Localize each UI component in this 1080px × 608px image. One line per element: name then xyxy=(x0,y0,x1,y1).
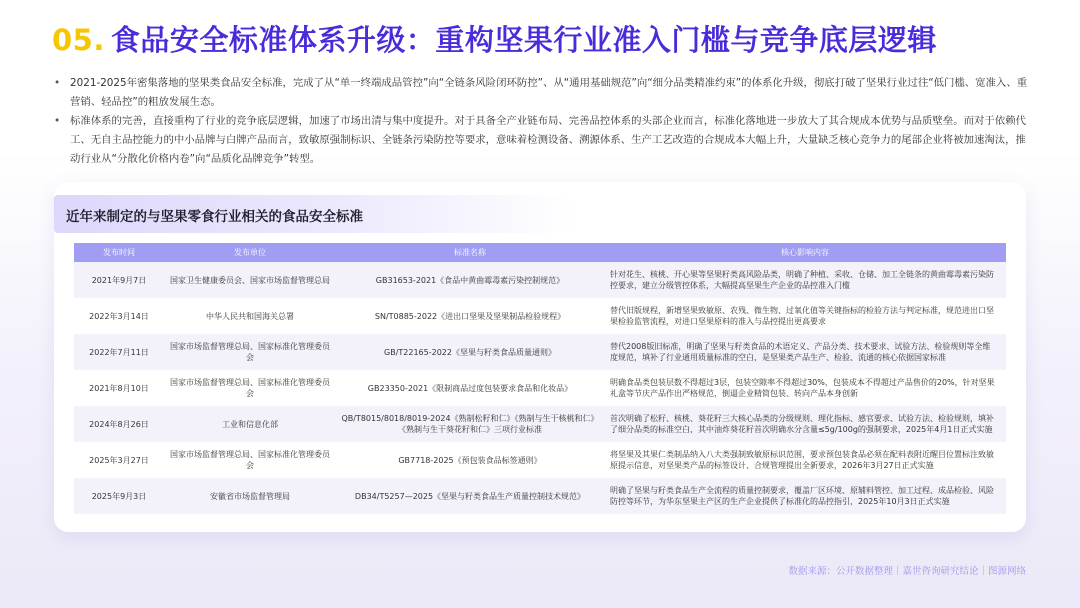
card-header xyxy=(54,195,574,233)
bullet-dot-icon: • xyxy=(54,77,61,89)
cell-date: 2021年9月7日 xyxy=(74,262,164,298)
page-title xyxy=(52,18,937,60)
cell-standard-name: DB34/T5257—2025《坚果与籽类食品生产质量控制技术规范》 xyxy=(336,478,604,514)
cell-impact: 替代旧版规程，新增坚果致敏原、农残、微生物、过氧化值等关键指标的检验方法与判定标准，规范进出口坚果检验监管流程，对进口坚果原料的准入与品控提出更高要求 xyxy=(604,298,1006,334)
cell-org: 国家市场监督管理总局、国家标准化管理委员会 xyxy=(164,370,336,406)
bullet-text: 标准体系的完善，直接重构了行业的竞争底层逻辑，加速了市场出清与集中度提升。对于具备全产业链布局、完善品控体系的头部企业而言，标准化落地进一步放大了其合规成本优势与品质壁垒。而对于依赖代工、无自主品控能力的中小品牌与白牌产品而言，致敏原强制标识、全链条污染防控等要求，意味着检测设备、溯源体系、生产工艺改造的合规成本大幅上升，大量缺乏核心竞争力的尾部企业将被加速淘汰，推动行业从“分散化价格内卷”向“品质化品牌竞争”转型。 xyxy=(70,115,1026,165)
card-title: 近年来制定的与坚果零食行业相关的食品安全标准 xyxy=(66,209,363,225)
cell-impact: 明确食品类包装层数不得超过3层，包装空隙率不得超过30%，包装成本不得超过产品售价的20%，针对坚果礼盒等节庆产品作出严格规范，倒逼企业精简包装、转向产品本身创新 xyxy=(604,370,1006,406)
bullet-dot-icon: • xyxy=(54,115,61,127)
cell-standard-name: GB7718-2025《预包装食品标签通则》 xyxy=(336,442,604,478)
header-date: 发布时间 xyxy=(74,243,164,262)
cell-date: 2021年8月10日 xyxy=(74,370,164,406)
cell-standard-name: GB23350-2021《限制商品过度包装要求食品和化妆品》 xyxy=(336,370,604,406)
cell-date: 2024年8月26日 xyxy=(74,406,164,442)
cell-standard-name: GB31653-2021《食品中黄曲霉毒素污染控制规范》 xyxy=(336,262,604,298)
cell-date: 2022年7月11日 xyxy=(74,334,164,370)
cell-standard-name: QB/T8015/8018/8019-2024《熟制松籽和仁》《熟制与生干核桃和仁》《熟制与生干葵花籽和仁》三项行业标准 xyxy=(336,406,604,442)
bullet-item xyxy=(54,112,1036,169)
cell-impact: 将坚果及其果仁类制品纳入八大类强制致敏原标识范围，要求预包装食品必须在配料表附近醒目位置标注致敏原提示信息，对坚果类产品的标签设计、合规管理提出全新要求，2026年3月27日正式实施 xyxy=(604,442,1006,478)
header-impact: 核心影响内容 xyxy=(604,243,1006,262)
cell-date: 2025年9月3日 xyxy=(74,478,164,514)
cell-impact: 针对花生、核桃、开心果等坚果籽类高风险品类，明确了种植、采收、仓储、加工全链条的黄曲霉毒素污染防控要求，建立分级管控体系，大幅提高坚果生产企业的品控准入门槛 xyxy=(604,262,1006,298)
table-row xyxy=(74,262,1006,298)
cell-org: 国家市场监督管理总局、国家标准化管理委员会 xyxy=(164,442,336,478)
table-row xyxy=(74,406,1006,442)
table-row xyxy=(74,370,1006,406)
header-standard-name: 标准名称 xyxy=(336,243,604,262)
title-text: 食品安全标准体系升级：重构坚果行业准入门槛与竞争底层逻辑 xyxy=(110,23,937,57)
table-row xyxy=(74,298,1006,334)
cell-standard-name: GB/T22165-2022《坚果与籽类食品质量通则》 xyxy=(336,334,604,370)
cell-org: 国家卫生健康委员会、国家市场监督管理总局 xyxy=(164,262,336,298)
cell-impact: 替代2008版旧标准，明确了坚果与籽类食品的术语定义、产品分类、技术要求、试验方法、检验规则等全维度规范，填补了行业通用质量标准的空白，是坚果类产品生产、检验、流通的核心依据国家标准 xyxy=(604,334,1006,370)
cell-org: 安徽省市场监督管理局 xyxy=(164,478,336,514)
section-number: 05. xyxy=(52,23,105,57)
table-row xyxy=(74,442,1006,478)
table-row xyxy=(74,334,1006,370)
standards-table xyxy=(74,243,1006,514)
cell-date: 2022年3月14日 xyxy=(74,298,164,334)
cell-date: 2025年3月27日 xyxy=(74,442,164,478)
cell-org: 国家市场监督管理总局、国家标准化管理委员会 xyxy=(164,334,336,370)
standards-card xyxy=(54,182,1026,532)
cell-org: 工业和信息化部 xyxy=(164,406,336,442)
cell-org: 中华人民共和国海关总署 xyxy=(164,298,336,334)
header-org: 发布单位 xyxy=(164,243,336,262)
table-header-row xyxy=(74,243,1006,262)
cell-impact: 明确了坚果与籽类食品生产全流程的质量控制要求，覆盖厂区环境、原辅料管控、加工过程、成品检验、风险防控等环节，为华东坚果主产区的生产企业提供了标准化的品控指引，2025年10月3日正式实施 xyxy=(604,478,1006,514)
bullet-item xyxy=(54,74,1036,112)
summary-bullets xyxy=(54,74,1036,169)
data-source-note: 数据来源：公开数据整理｜嘉世咨询研究结论｜图源网络 xyxy=(788,566,1026,577)
table-row xyxy=(74,478,1006,514)
bullet-text: 2021-2025年密集落地的坚果类食品安全标准，完成了从“单一终端成品管控”向“全链条风险闭环防控”、从“通用基础规范”向“细分品类精准约束”的体系化升级，彻底打破了坚果行业过往“低门槛、宽准入、重营销、轻品控”的粗放发展生态。 xyxy=(70,77,1028,108)
cell-standard-name: SN/T0885-2022《进出口坚果及坚果制品检验规程》 xyxy=(336,298,604,334)
cell-impact: 首次明确了松籽、核桃、葵花籽三大核心品类的分级规则、理化指标、感官要求、试验方法、检验规则，填补了细分品类的标准空白，其中油炸葵花籽首次明确水分含量≤5g/100g的强制要求，2025年4月1日正式实施 xyxy=(604,406,1006,442)
